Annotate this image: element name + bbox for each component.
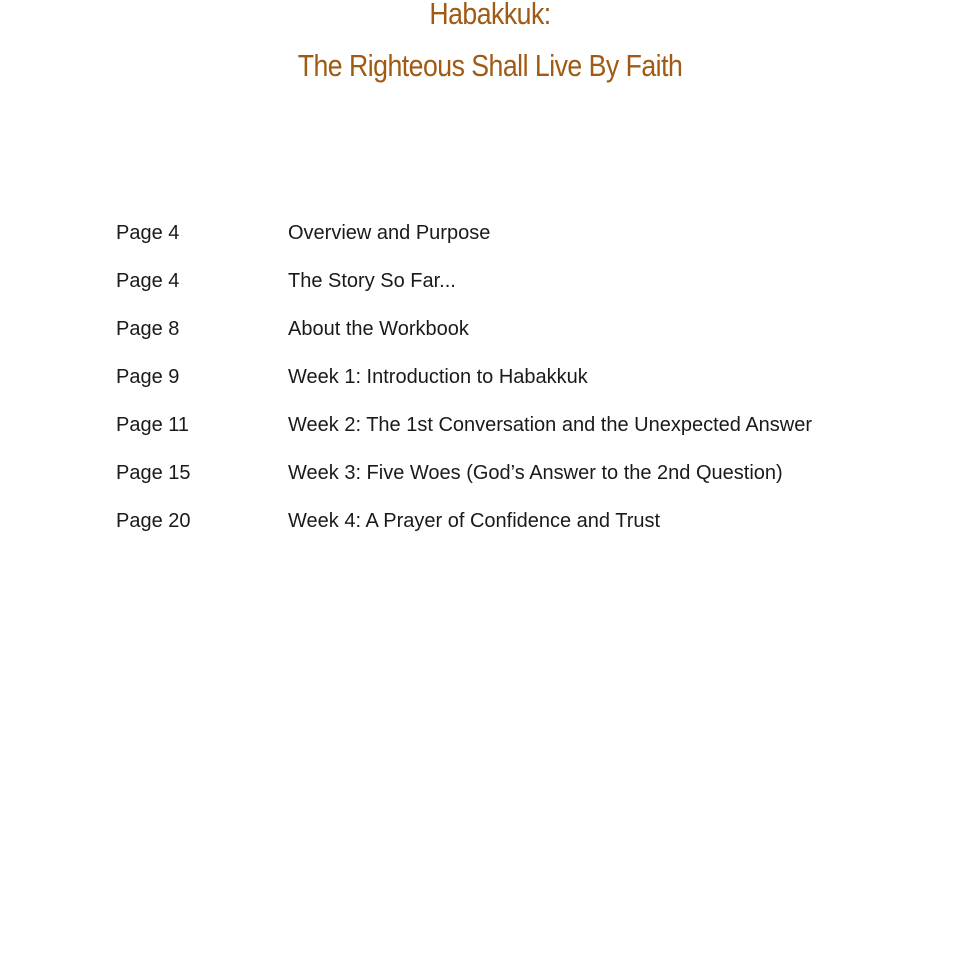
toc-page-number: Page 4 — [116, 222, 180, 244]
document-subtitle: The Righteous Shall Live By Faith — [297, 48, 683, 83]
toc-entry-title: About the Workbook — [288, 318, 469, 340]
toc-entry — [116, 315, 876, 363]
toc-entry — [116, 459, 876, 507]
toc-page-number: Page 11 — [116, 414, 190, 436]
toc-page-number: Page 15 — [116, 462, 191, 484]
toc-entry-title: Week 3: Five Woes (God’s Answer to the 2nd Question) — [288, 462, 783, 484]
toc-entry — [116, 411, 876, 459]
toc-entry-title: Week 4: A Prayer of Confidence and Trust — [288, 510, 661, 532]
toc-entry — [116, 267, 876, 315]
table-of-contents — [116, 219, 876, 555]
toc-page-number: Page 8 — [116, 318, 180, 340]
toc-entry-title: Week 2: The 1st Conversation and the Unexpected Answer — [288, 414, 813, 436]
toc-page-number: Page 4 — [116, 270, 180, 292]
toc-entry-title: Week 1: Introduction to Habakkuk — [288, 366, 588, 388]
document-header — [0, 0, 980, 92]
toc-page-number: Page 20 — [116, 510, 191, 532]
toc-entry — [116, 363, 876, 411]
document-title: Habakkuk: — [429, 0, 551, 31]
toc-entry — [116, 507, 876, 555]
toc-entry-title: Overview and Purpose — [288, 222, 491, 244]
toc-entry — [116, 219, 876, 267]
toc-page-number: Page 9 — [116, 366, 180, 388]
toc-entry-title: The Story So Far... — [288, 270, 456, 292]
